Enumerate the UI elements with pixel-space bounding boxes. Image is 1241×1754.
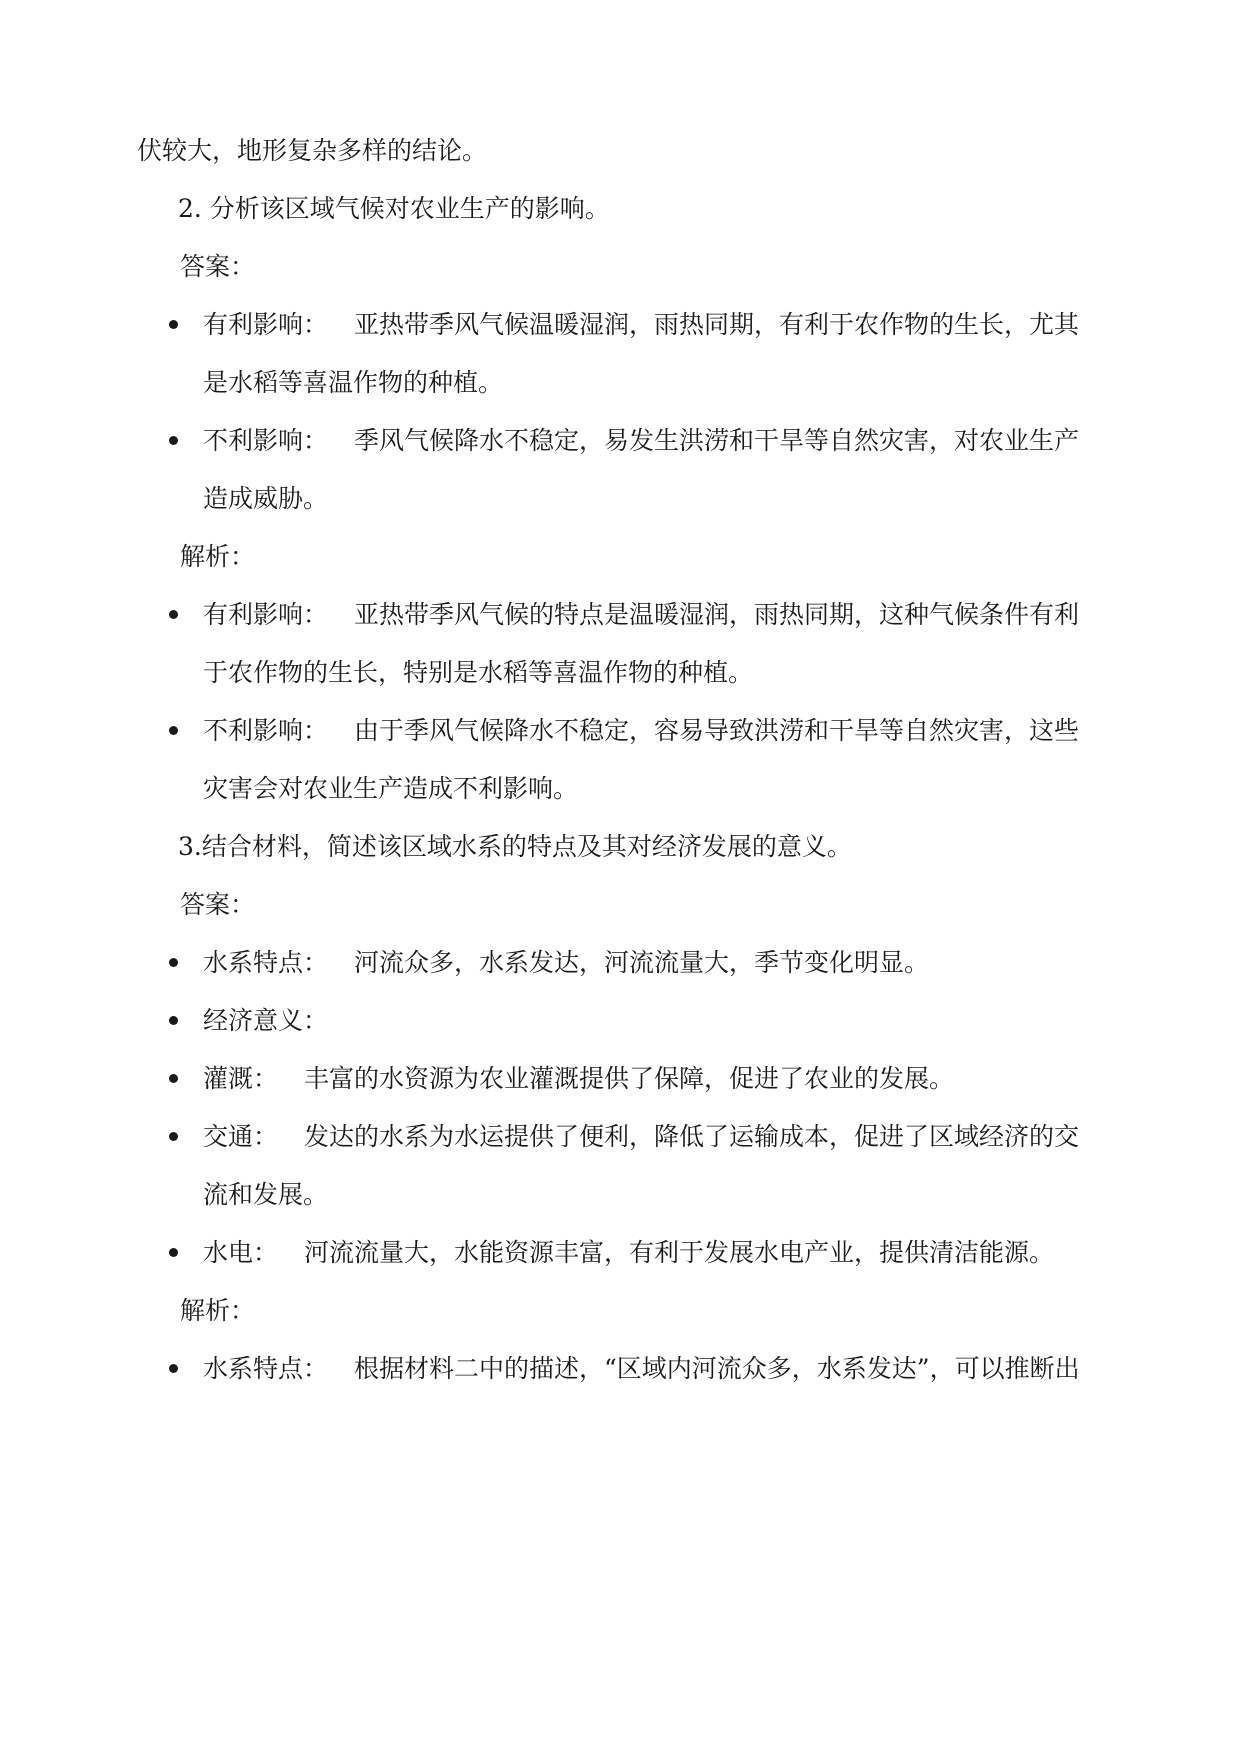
q2-answer-item-1-cont: 是水稻等喜温作物的种植。 (203, 368, 504, 397)
q3-answer-item-4 (203, 1122, 1079, 1152)
question-3: 3.结合材料，简述该区域水系的特点及其对经济发展的意义。 (178, 832, 852, 861)
item-text: 根据材料二中的描述，“区域内河流众多，水系发达”，可以推断出 (354, 1354, 1080, 1383)
item-label: 有利影响： (203, 310, 329, 339)
question-2: 2. 分析该区域气候对农业生产的影响。 (178, 194, 610, 223)
intro-line: 伏较大，地形复杂多样的结论。 (137, 136, 488, 165)
q3-answer-item-1 (203, 948, 929, 978)
item-label: 水系特点： (203, 1354, 329, 1383)
item-text: 发达的水系为水运提供了便利，降低了运输成本，促进了区域经济的交 (304, 1122, 1080, 1151)
item-label: 水电： (203, 1238, 279, 1267)
item-label: 经济意义： (203, 1006, 329, 1035)
q2-analysis-label: 解析： (180, 542, 256, 571)
bullet (169, 1074, 178, 1083)
bullet (169, 1016, 178, 1025)
item-text: 河流流量大，水能资源丰富，有利于发展水电产业，提供清洁能源。 (304, 1238, 1055, 1267)
item-text: 亚热带季风气候的特点是温暖湿润，雨热同期，这种气候条件有利 (354, 600, 1080, 629)
item-label: 交通： (203, 1122, 279, 1151)
q2-analysis-item-2 (203, 716, 1079, 746)
q3-answer-item-4-cont: 流和发展。 (203, 1180, 329, 1209)
q3-answer-label: 答案： (180, 890, 256, 919)
bullet (169, 1364, 178, 1373)
item-text: 丰富的水资源为农业灌溉提供了保障，促进了农业的发展。 (304, 1064, 955, 1093)
item-label: 水系特点： (203, 948, 329, 977)
bullet (169, 1132, 178, 1141)
q3-answer-item-2 (203, 1006, 328, 1036)
item-text: 由于季风气候降水不稳定，容易导致洪涝和干旱等自然灾害，这些 (354, 716, 1080, 745)
q2-answer-label: 答案： (180, 252, 256, 281)
bullet (169, 1248, 178, 1257)
q2-answer-item-2 (203, 426, 1079, 456)
q2-analysis-item-1-cont: 于农作物的生长，特别是水稻等喜温作物的种植。 (203, 658, 754, 687)
q2-analysis-item-2-cont: 灾害会对农业生产造成不利影响。 (203, 774, 579, 803)
q2-answer-item-2-cont: 造成威胁。 (203, 484, 329, 513)
item-text: 河流众多，水系发达，河流流量大，季节变化明显。 (354, 948, 930, 977)
bullet (169, 610, 178, 619)
item-label: 不利影响： (203, 426, 329, 455)
q3-answer-item-3 (203, 1064, 954, 1094)
item-text: 亚热带季风气候温暖湿润，雨热同期，有利于农作物的生长，尤其 (354, 310, 1080, 339)
bullet (169, 958, 178, 967)
bullet (169, 726, 178, 735)
q2-analysis-item-1 (203, 600, 1079, 630)
bullet (169, 320, 178, 329)
q3-analysis-item-1 (203, 1354, 1080, 1384)
item-label: 灌溉： (203, 1064, 279, 1093)
item-text: 季风气候降水不稳定，易发生洪涝和干旱等自然灾害，对农业生产 (354, 426, 1080, 455)
item-label: 不利影响： (203, 716, 329, 745)
q2-answer-item-1 (203, 310, 1079, 340)
bullet (169, 436, 178, 445)
q3-analysis-label: 解析： (180, 1296, 256, 1325)
item-label: 有利影响： (203, 600, 329, 629)
q3-answer-item-5 (203, 1238, 1054, 1268)
